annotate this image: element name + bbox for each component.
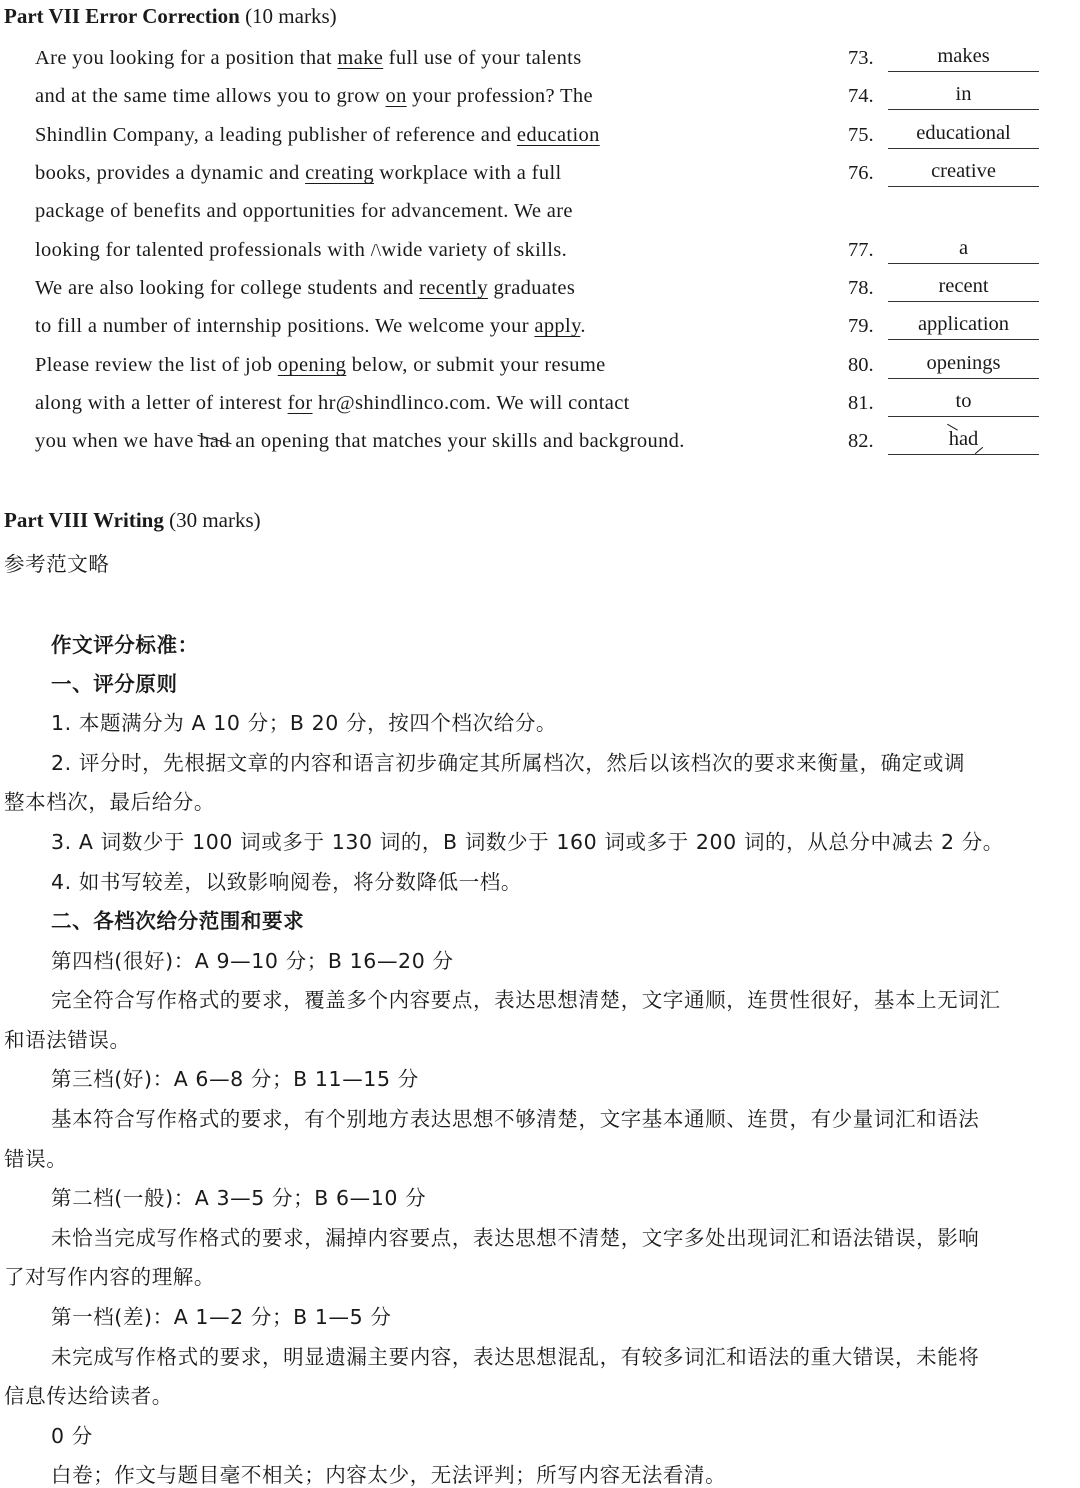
- criteria-title: 作文评分标准：: [51, 633, 199, 657]
- answer-blank: [888, 159, 1039, 187]
- part7-title-text: Part VII Error Correction: [4, 4, 240, 28]
- answer-number: 82.: [848, 430, 874, 452]
- answer-text: to: [955, 390, 972, 412]
- answer-blank: [888, 82, 1039, 110]
- answer-number: 75.: [848, 124, 874, 146]
- sample-essay-note: 参考范文略: [4, 552, 110, 576]
- answer-text: had: [948, 428, 979, 450]
- level-3-desc: 基本符合写作格式的要求，有个别地方表达思想不够清楚，文字基本通顺、连贯，有少量词汇和语法: [51, 1107, 980, 1131]
- error-word: education: [516, 124, 600, 146]
- part8-title-text: Part VIII Writing: [4, 508, 164, 532]
- answer-number: 74.: [848, 85, 874, 107]
- passage-line: looking for talented professionals with /\wide variety of skills.: [35, 239, 568, 261]
- answer-text: in: [955, 83, 972, 105]
- answer-text: makes: [937, 45, 990, 67]
- level-2-desc: 未恰当完成写作格式的要求，漏掉内容要点，表达思想不清楚，文字多处出现词汇和语法错误，影响: [51, 1226, 980, 1250]
- principle-2: 2. 评分时，先根据文章的内容和语言初步确定其所属档次，然后以该档次的要求来衡量，确定或调: [51, 751, 966, 775]
- answer-text: recent: [938, 275, 989, 297]
- level-1-desc-cont: 信息传达给读者。: [4, 1384, 173, 1408]
- levels-heading: 二、各档次给分范围和要求: [51, 909, 305, 933]
- passage-line: books, provides a dynamic and creating workplace with a full: [35, 162, 562, 184]
- level-2-desc-cont: 了对写作内容的理解。: [4, 1265, 215, 1289]
- level-2-title: 第二档(一般)：A 3—5 分；B 6—10 分: [51, 1186, 427, 1210]
- passage-line: and at the same time allows you to grow on your profession? The: [35, 85, 593, 107]
- level-4-desc-cont: 和语法错误。: [4, 1028, 131, 1052]
- level-0-title: 0 分: [51, 1424, 93, 1448]
- passage-line: Shindlin Company, a leading publisher of reference and education: [35, 124, 600, 146]
- error-word: opening: [277, 354, 347, 376]
- principle-3: 3. A 词数少于 100 词或多于 130 词的，B 词数少于 160 词或多于 200 词的，从总分中减去 2 分。: [51, 830, 1004, 854]
- passage-line: along with a letter of interest for hr@shindlinco.com. We will contact: [35, 392, 630, 414]
- answer-number: 80.: [848, 354, 874, 376]
- level-3-desc-cont: 错误。: [4, 1147, 68, 1171]
- answer-blank: [888, 44, 1039, 72]
- answer-text: openings: [926, 352, 1001, 374]
- struck-word: had: [199, 430, 230, 452]
- answer-number: 79.: [848, 315, 874, 337]
- answer-blank: [888, 121, 1039, 149]
- level-0-desc: 白卷；作文与题目毫不相关；内容太少，无法评判；所写内容无法看清。: [51, 1463, 727, 1487]
- passage-line: you when we have had an opening that matches your skills and background.: [35, 430, 685, 452]
- part8-title: [4, 508, 261, 533]
- passage-line: Please review the list of job opening below, or submit your resume: [35, 354, 606, 376]
- part7-marks: (10 marks): [245, 4, 337, 28]
- error-word: creating: [305, 162, 374, 184]
- answer-number: 81.: [848, 392, 874, 414]
- answer-blank: [888, 427, 1039, 455]
- principle-4: 4. 如书写较差，以致影响阅卷，将分数降低一档。: [51, 870, 522, 894]
- answer-number: 77.: [848, 239, 874, 261]
- passage-line: to fill a number of internship positions. We welcome your apply.: [35, 315, 586, 337]
- answer-text: creative: [931, 160, 996, 182]
- part7-title: [4, 4, 337, 29]
- answer-text: application: [917, 313, 1010, 335]
- answer-blank: [888, 351, 1039, 379]
- insert-caret-mark: /\: [370, 240, 382, 260]
- answer-number: 76.: [848, 162, 874, 184]
- error-word: on: [385, 85, 407, 107]
- error-word: recently: [419, 277, 488, 299]
- principles-heading: 一、评分原则: [51, 672, 178, 696]
- passage-line: We are also looking for college students and recently graduates: [35, 277, 576, 299]
- principle-2-cont: 整本档次，最后给分。: [4, 790, 215, 814]
- error-word: apply: [534, 315, 581, 337]
- part8-marks: (30 marks): [169, 508, 261, 532]
- level-3-title: 第三档(好)：A 6—8 分；B 11—15 分: [51, 1067, 419, 1091]
- level-4-desc: 完全符合写作格式的要求，覆盖多个内容要点，表达思想清楚，文字通顺，连贯性很好，基本上无词汇: [51, 988, 1001, 1012]
- level-4-title: 第四档(很好)：A 9—10 分；B 16—20 分: [51, 949, 454, 973]
- passage-line: Are you looking for a position that make full use of your talents: [35, 47, 582, 69]
- error-word: for: [287, 392, 313, 414]
- answer-blank: [888, 389, 1039, 417]
- level-1-title: 第一档(差)：A 1—2 分；B 1—5 分: [51, 1305, 392, 1329]
- answer-blank: [888, 236, 1039, 264]
- error-word: make: [337, 47, 384, 69]
- passage-line: package of benefits and opportunities for advancement. We are: [35, 200, 573, 222]
- level-1-desc: 未完成写作格式的要求，明显遗漏主要内容，表达思想混乱，有较多词汇和语法的重大错误，未能将: [51, 1345, 980, 1369]
- answer-number: 78.: [848, 277, 874, 299]
- answer-blank: [888, 274, 1039, 302]
- principle-1: 1. 本题满分为 A 10 分；B 20 分，按四个档次给分。: [51, 711, 558, 735]
- answer-blank: [888, 312, 1039, 340]
- answer-text: educational: [916, 122, 1011, 144]
- answer-text: a: [958, 237, 969, 259]
- answer-number: 73.: [848, 47, 874, 69]
